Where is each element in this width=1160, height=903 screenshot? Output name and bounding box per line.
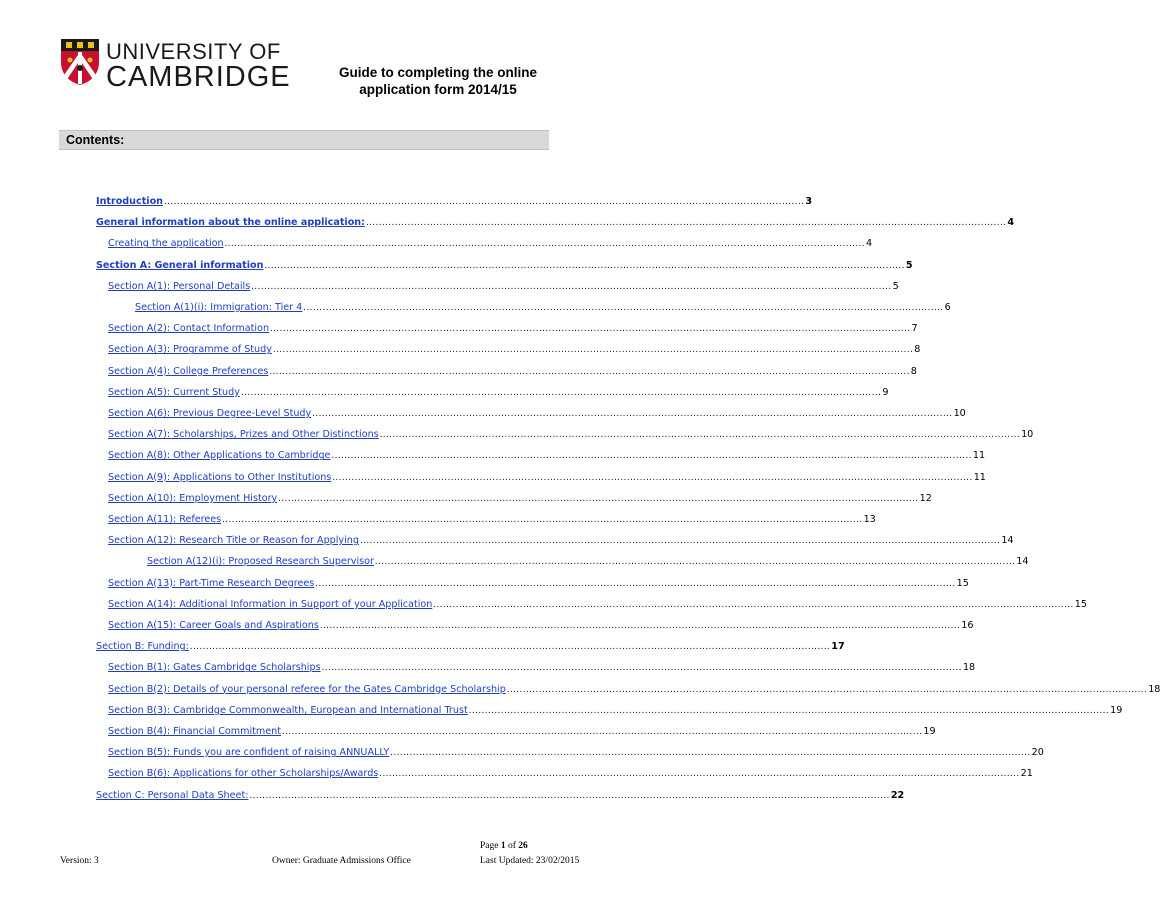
- toc-entry[interactable]: [108, 448, 986, 462]
- toc-entry[interactable]: [108, 364, 917, 378]
- toc-dot-leader: ........................................................................................................................................................................................................: [164, 197, 805, 207]
- toc-entry-link[interactable]: Section A: General information: [96, 259, 264, 271]
- toc-dot-leader: ........................................................................................................................................................................................................: [321, 663, 962, 674]
- contents-heading: Contents:: [66, 133, 125, 147]
- document-title-line-1: Guide to completing the online: [339, 65, 537, 80]
- toc-page-number: 19: [1110, 704, 1123, 716]
- toc-entry-link[interactable]: Section A(10): Employment History: [108, 492, 278, 504]
- toc-entry[interactable]: [108, 766, 1033, 780]
- toc-entry[interactable]: [108, 512, 876, 526]
- toc-entry[interactable]: [135, 300, 951, 314]
- toc-entry-link[interactable]: Introduction: [96, 196, 163, 207]
- toc-page-number: 20: [1031, 747, 1044, 759]
- toc-page-number: 5: [905, 259, 913, 271]
- footer-last-updated: Last Updated: 23/02/2015: [480, 856, 580, 866]
- toc-entry-link[interactable]: Section A(15): Career Goals and Aspirations: [108, 620, 319, 631]
- toc-entry-link[interactable]: Section C: Personal Data Sheet:: [96, 789, 249, 801]
- toc-page-number: 13: [863, 514, 876, 525]
- toc-entry-link[interactable]: Section A(11): Referees: [108, 514, 222, 525]
- toc-entry[interactable]: [108, 660, 976, 674]
- toc-entry-link[interactable]: Section A(9): Applications to Other Institutions: [108, 471, 332, 483]
- toc-entry-link[interactable]: Section A(1)(i): Immigration: Tier 4: [135, 302, 303, 313]
- toc-entry[interactable]: [147, 554, 1029, 568]
- toc-dot-leader: ........................................................................................................................................................................................................: [331, 451, 972, 462]
- document-title-line-2: application form 2014/15: [359, 82, 517, 97]
- toc-entry[interactable]: [108, 279, 899, 293]
- toc-dot-leader: ........................................................................................................................................................................................................: [281, 727, 923, 737]
- footer-page-current: 1: [500, 841, 506, 851]
- toc-dot-leader: ........................................................................................................................................................................................................: [319, 621, 961, 631]
- toc-page-number: 18: [1148, 683, 1160, 695]
- footer-owner: Owner: Graduate Admissions Office: [272, 856, 411, 866]
- toc-entry-link[interactable]: Section A(1): Personal Details: [108, 280, 251, 292]
- toc-page-number: 9: [882, 386, 889, 398]
- toc-entry[interactable]: [108, 576, 969, 590]
- toc-entry[interactable]: [108, 533, 1014, 547]
- toc-entry-link[interactable]: General information about the online application:: [96, 217, 365, 229]
- toc-dot-leader: ........................................................................................................................................................................................................: [374, 557, 1016, 568]
- toc-dot-leader: ........................................................................................................................................................................................................: [278, 493, 919, 504]
- toc-dot-leader: ........................................................................................................................................................................................................: [251, 281, 892, 292]
- toc-page-number: 14: [1001, 535, 1014, 547]
- toc-dot-leader: ........................................................................................................................................................................................................: [506, 684, 1148, 695]
- toc-dot-leader: ........................................................................................................................................................................................................: [269, 366, 910, 377]
- toc-entry-link[interactable]: Section B(4): Financial Commitment: [108, 726, 281, 737]
- toc-page-number: 15: [956, 577, 969, 589]
- toc-page-number: 7: [911, 323, 918, 335]
- toc-entry-link[interactable]: Section A(12)(i): Proposed Research Supervisor: [147, 556, 374, 568]
- toc-dot-leader: ........................................................................................................................................................................................................: [189, 642, 831, 653]
- toc-entry-link[interactable]: Section A(3): Programme of Study: [108, 344, 272, 356]
- toc-page-number: 14: [1016, 556, 1029, 568]
- toc-entry[interactable]: [108, 406, 966, 420]
- toc-entry[interactable]: [96, 194, 813, 208]
- toc-page-number: 3: [805, 196, 813, 207]
- toc-entry-link[interactable]: Section A(8): Other Applications to Cambridge: [108, 450, 331, 462]
- toc-page-number: 19: [923, 726, 936, 737]
- footer-page-label: Page: [480, 841, 499, 851]
- toc-page-number: 12: [919, 492, 932, 504]
- toc-entry-link[interactable]: Section B: Funding:: [96, 641, 189, 653]
- toc-entry-link[interactable]: Section A(7): Scholarships, Prizes and Other Distinctions: [108, 429, 379, 441]
- toc-entry-link[interactable]: Section B(1): Gates Cambridge Scholarships: [108, 662, 321, 674]
- toc-entry[interactable]: [96, 215, 1015, 229]
- toc-dot-leader: ........................................................................................................................................................................................................: [222, 515, 863, 525]
- toc-page-number: 11: [972, 450, 986, 462]
- document-title: [320, 64, 556, 98]
- toc-entry-link[interactable]: Section A(12): Research Title or Reason for Applying: [108, 535, 359, 547]
- footer-of-label: of: [507, 841, 516, 851]
- toc-entry-link[interactable]: Section A(13): Part-Time Research Degrees: [108, 577, 315, 589]
- toc-dot-leader: ........................................................................................................................................................................................................: [390, 748, 1031, 759]
- footer-page-total: 26: [518, 841, 528, 851]
- toc-entry-link[interactable]: Section B(3): Cambridge Commonwealth, European and International Trust: [108, 704, 468, 716]
- toc-entry-link[interactable]: Section A(14): Additional Information in Support of your Application: [108, 598, 433, 610]
- toc-dot-leader: ........................................................................................................................................................................................................: [272, 345, 914, 356]
- toc-dot-leader: ........................................................................................................................................................................................................: [264, 260, 905, 271]
- toc-dot-leader: ........................................................................................................................................................................................................: [379, 769, 1020, 780]
- toc-entry-link[interactable]: Section B(5): Funds you are confident of raising ANNUALLY: [108, 747, 390, 759]
- toc-page-number: 5: [892, 280, 899, 292]
- toc-dot-leader: ........................................................................................................................................................................................................: [332, 472, 973, 483]
- toc-entry[interactable]: [108, 321, 918, 335]
- toc-dot-leader: ........................................................................................................................................................................................................: [240, 387, 882, 398]
- toc-entry[interactable]: [108, 745, 1044, 759]
- toc-page-number: 4: [1007, 217, 1015, 229]
- toc-entry-link[interactable]: Section B(2): Details of your personal referee for the Gates Cambridge Scholarship: [108, 683, 506, 695]
- toc-entry[interactable]: [108, 236, 873, 250]
- toc-page-number: 6: [944, 302, 951, 313]
- toc-page-number: 8: [910, 365, 917, 377]
- contents-heading-bar: [59, 130, 549, 150]
- toc-entry[interactable]: [108, 618, 974, 632]
- toc-entry[interactable]: [108, 385, 889, 399]
- toc-entry[interactable]: [108, 724, 936, 738]
- toc-entry[interactable]: [108, 682, 1160, 696]
- toc-dot-leader: ........................................................................................................................................................................................................: [365, 218, 1007, 229]
- toc-entry[interactable]: [96, 788, 905, 802]
- toc-entry[interactable]: [96, 258, 913, 272]
- toc-entry[interactable]: [108, 342, 921, 356]
- toc-page-number: 21: [1020, 768, 1033, 780]
- toc-page-number: 11: [973, 471, 986, 483]
- footer-page-number: [480, 841, 528, 851]
- toc-entry-link[interactable]: Section A(5): Current Study: [108, 386, 240, 398]
- toc-entry-link[interactable]: Creating the application: [108, 238, 224, 250]
- toc-page-number: 10: [953, 408, 966, 419]
- logo-text-cambridge: CAMBRIDGE: [106, 61, 291, 93]
- toc-entry[interactable]: [108, 703, 1123, 717]
- cambridge-shield-icon: [60, 38, 100, 86]
- toc-entry[interactable]: [108, 597, 1087, 611]
- toc-page-number: 16: [961, 620, 974, 631]
- toc-dot-leader: ........................................................................................................................................................................................................: [270, 324, 911, 335]
- toc-page-number: 18: [962, 662, 976, 674]
- toc-dot-leader: ........................................................................................................................................................................................................: [312, 409, 953, 419]
- toc-entry[interactable]: [108, 427, 1034, 441]
- toc-page-number: 15: [1074, 598, 1087, 610]
- toc-entry[interactable]: [108, 491, 932, 505]
- toc-page-number: 8: [914, 344, 921, 356]
- toc-dot-leader: ........................................................................................................................................................................................................: [303, 303, 944, 313]
- toc-entry[interactable]: [96, 639, 845, 653]
- toc-page-number: 22: [890, 789, 905, 801]
- toc-page-number: 17: [831, 641, 845, 653]
- toc-dot-leader: ........................................................................................................................................................................................................: [379, 430, 1021, 441]
- toc-entry-link[interactable]: Section A(6): Previous Degree-Level Study: [108, 408, 312, 419]
- toc-dot-leader: ........................................................................................................................................................................................................: [315, 578, 956, 589]
- toc-dot-leader: ........................................................................................................................................................................................................: [224, 239, 865, 250]
- toc-page-number: 4: [865, 238, 873, 250]
- toc-dot-leader: ........................................................................................................................................................................................................: [359, 536, 1001, 547]
- toc-page-number: 10: [1021, 429, 1034, 441]
- toc-dot-leader: ........................................................................................................................................................................................................: [249, 790, 890, 801]
- toc-entry[interactable]: [108, 470, 986, 484]
- footer-version: Version: 3: [60, 856, 99, 866]
- logo-text-university: UNIVERSITY OF: [106, 39, 281, 64]
- toc-entry-link[interactable]: Section A(2): Contact Information: [108, 323, 270, 335]
- university-logo: [60, 38, 291, 93]
- toc-entry-link[interactable]: Section A(4): College Preferences: [108, 365, 269, 377]
- toc-entry-link[interactable]: Section B(6): Applications for other Scholarships/Awards: [108, 768, 379, 780]
- toc-dot-leader: ........................................................................................................................................................................................................: [468, 705, 1110, 716]
- toc-dot-leader: ........................................................................................................................................................................................................: [433, 599, 1074, 610]
